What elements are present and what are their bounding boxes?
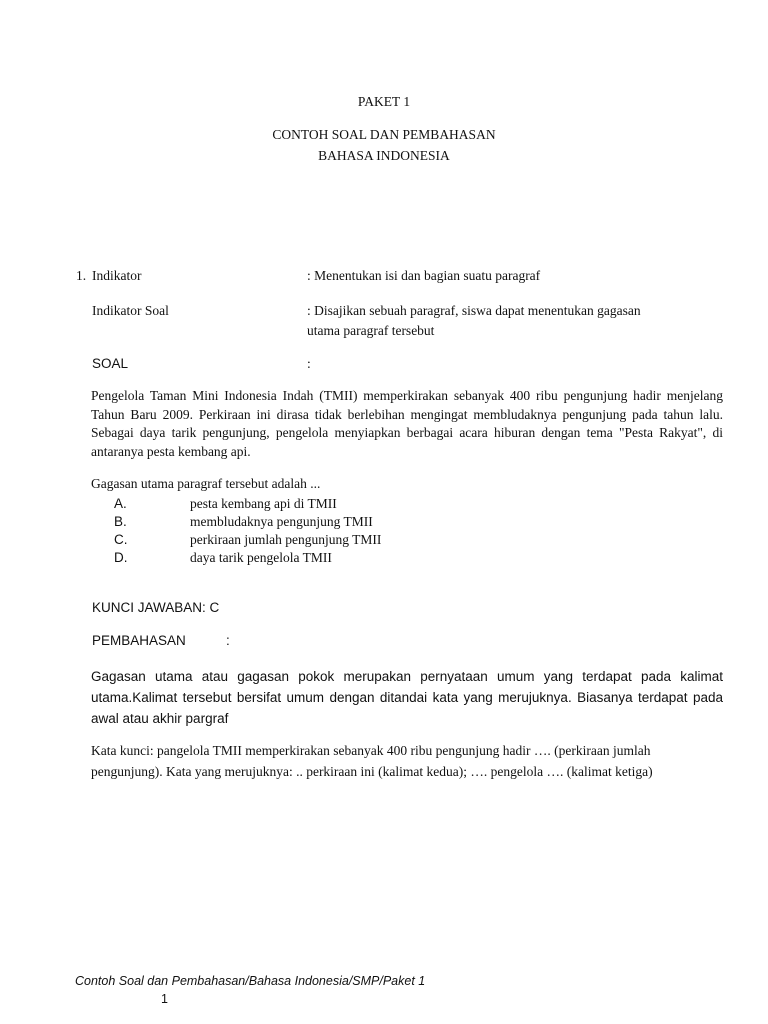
option-text: pesta kembang api di TMII xyxy=(190,496,337,511)
option-letter: D. xyxy=(114,550,128,565)
pembahasan-label: PEMBAHASAN xyxy=(92,633,186,648)
option-letter: C. xyxy=(114,532,128,547)
pembahasan-colon: : xyxy=(226,633,230,648)
option-letter: A. xyxy=(114,496,127,511)
option-text: daya tarik pengelola TMII xyxy=(190,550,332,565)
option-letter: B. xyxy=(114,514,127,529)
indikator-value: : Menentukan isi dan bagian suatu paragraf xyxy=(307,268,541,283)
question-number: 1. xyxy=(76,268,87,283)
soal-prompt: Gagasan utama paragraf tersebut adalah ... xyxy=(91,476,321,491)
soal-passage: Pengelola Taman Mini Indonesia Indah (TMII) memperkirakan sebanyak 400 ribu pengunjung hadir menjelang Tahun Baru 2009. Perkiraan ini dirasa tidak berlebihan mengingat membludaknya pengunjung pada tahun lalu. Sebagai daya tarik pengunjung, pengelola menyiapkan berbagai acara hiburan dengan tema "Pesta Rakyat", di antaranya pesta kembang api. xyxy=(91,388,723,459)
indikator-soal-value-line1: : Disajikan sebuah paragraf, siswa dapat menentukan gagasan xyxy=(307,303,641,318)
soal-label: SOAL xyxy=(92,356,129,371)
explanation-paragraph: Gagasan utama atau gagasan pokok merupakan pernyataan umum yang terdapat pada kalimat utama.Kalimat tersebut bersifat umum dengan ditandai kata yang merujuknya. Biasanya terdapat pada awal atau akhir pargraf xyxy=(91,669,723,726)
document-title: CONTOH SOAL DAN PEMBAHASAN xyxy=(272,127,496,142)
page-footer: Contoh Soal dan Pembahasan/Bahasa Indonesia/SMP/Paket 1 xyxy=(75,974,426,988)
page-number: 1 xyxy=(161,992,168,1006)
soal-colon: : xyxy=(307,356,311,371)
document-subtitle: BAHASA INDONESIA xyxy=(318,148,450,163)
kata-kunci-paragraph: Kata kunci: pangelola TMII memperkirakan sebanyak 400 ribu pengunjung hadir …. (perkiraan jumlah pengunjung). Kata yang merujuknya: .. perkiraan ini (kalimat kedua); …. pengelola …. (kalimat ketiga) xyxy=(91,743,653,779)
option-text: perkiraan jumlah pengunjung TMII xyxy=(190,532,382,547)
indikator-soal-label: Indikator Soal xyxy=(92,303,169,318)
indikator-label: Indikator xyxy=(92,268,142,283)
indikator-soal-value-line2: utama paragraf tersebut xyxy=(307,323,435,338)
paket-heading: PAKET 1 xyxy=(357,94,411,109)
answer-key: KUNCI JAWABAN: C xyxy=(92,600,220,615)
option-text: membludaknya pengunjung TMII xyxy=(190,514,373,529)
